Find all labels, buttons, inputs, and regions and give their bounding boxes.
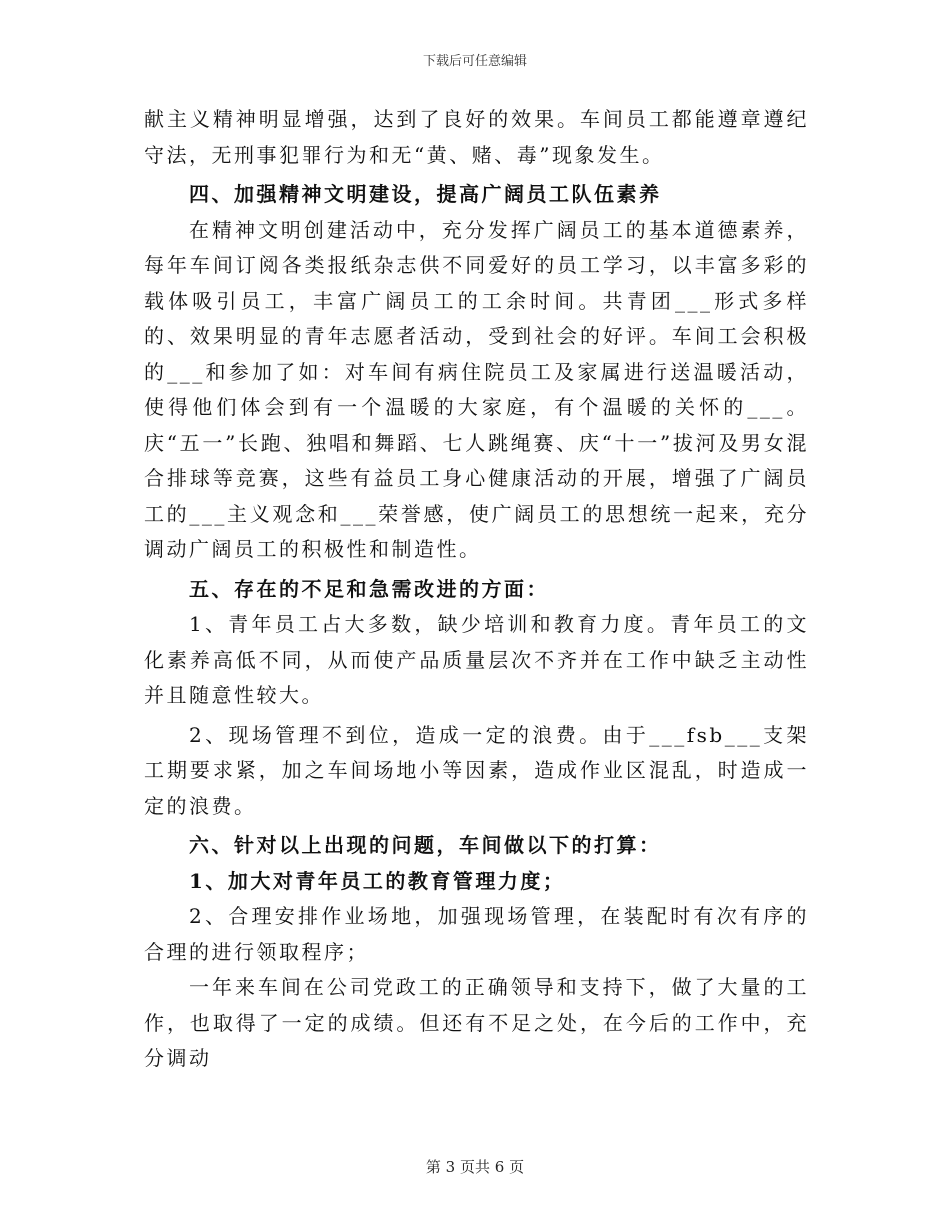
page-header: 下载后可任意编辑: [422, 54, 527, 69]
plan-item-one: 1、加大对青年员工的教育管理力度；: [189, 868, 566, 893]
page-number: 第 3 页共 6 页: [425, 1158, 525, 1176]
paragraph-shortcoming-one: 1、青年员工占大多数，缺少培训和教育力度。青年员工的文化素养高低不同，从而使产品质量层次不齐并在工作中缺乏主动性并且随意性较大。: [144, 612, 809, 707]
section-heading-four: 四、加强精神文明建设，提高广阔员工队伍素养: [189, 182, 662, 206]
plan-item-two: 2、合理安排作业场地，加强现场管理，在装配时有次有序的合理的进行领取程序；: [144, 904, 809, 964]
section-heading-five: 五、存在的不足和急需改进的方面：: [189, 576, 549, 601]
paragraph-spiritual-civilization: 在精神文明创建活动中，充分发挥广阔员工的基本道德素养，每年车间订阅各类报纸杂志供不同爱好的员工学习，以丰富多彩的载体吸引员工，丰富广阔员工的工余时间。共青团___形式多样的、效果明显的青年志愿者活动，受到社会的好评。车间工会积极的___和参加了如：对车间有病住院员工及家属进行送温暖活动，使得他们体会到有一个温暖的大家庭，有个温暖的关怀的___。庆“五一”长跑、独唱和舞蹈、七人跳绳赛、庆“十一”拔河及男女混合排球等竞赛，这些有益员工身心健康活动的开展，增强了广阔员工的___主义观念和___荣誉感，使广阔员工的思想统一起来，充分调动广阔员工的积极性和制造性。: [144, 217, 809, 561]
paragraph-conclusion: 一年来车间在公司党政工的正确领导和支持下，做了大量的工作，也取得了一定的成绩。但还有不足之处，在今后的工作中，充分调动: [144, 975, 809, 1070]
document-body: [144, 102, 809, 1077]
section-heading-six: 六、针对以上出现的问题，车间做以下的打算：: [189, 833, 662, 857]
paragraph-continued: 献主义精神明显增强，达到了良好的效果。车间员工都能遵章遵纪守法，无刑事犯罪行为和无“黄、赌、毒”现象发生。: [144, 107, 809, 167]
paragraph-shortcoming-two: 2、现场管理不到位，造成一定的浪费。由于___fsb___支架工期要求紧，加之车间场地小等因素，造成作业区混乱，时造成一定的浪费。: [144, 722, 809, 818]
